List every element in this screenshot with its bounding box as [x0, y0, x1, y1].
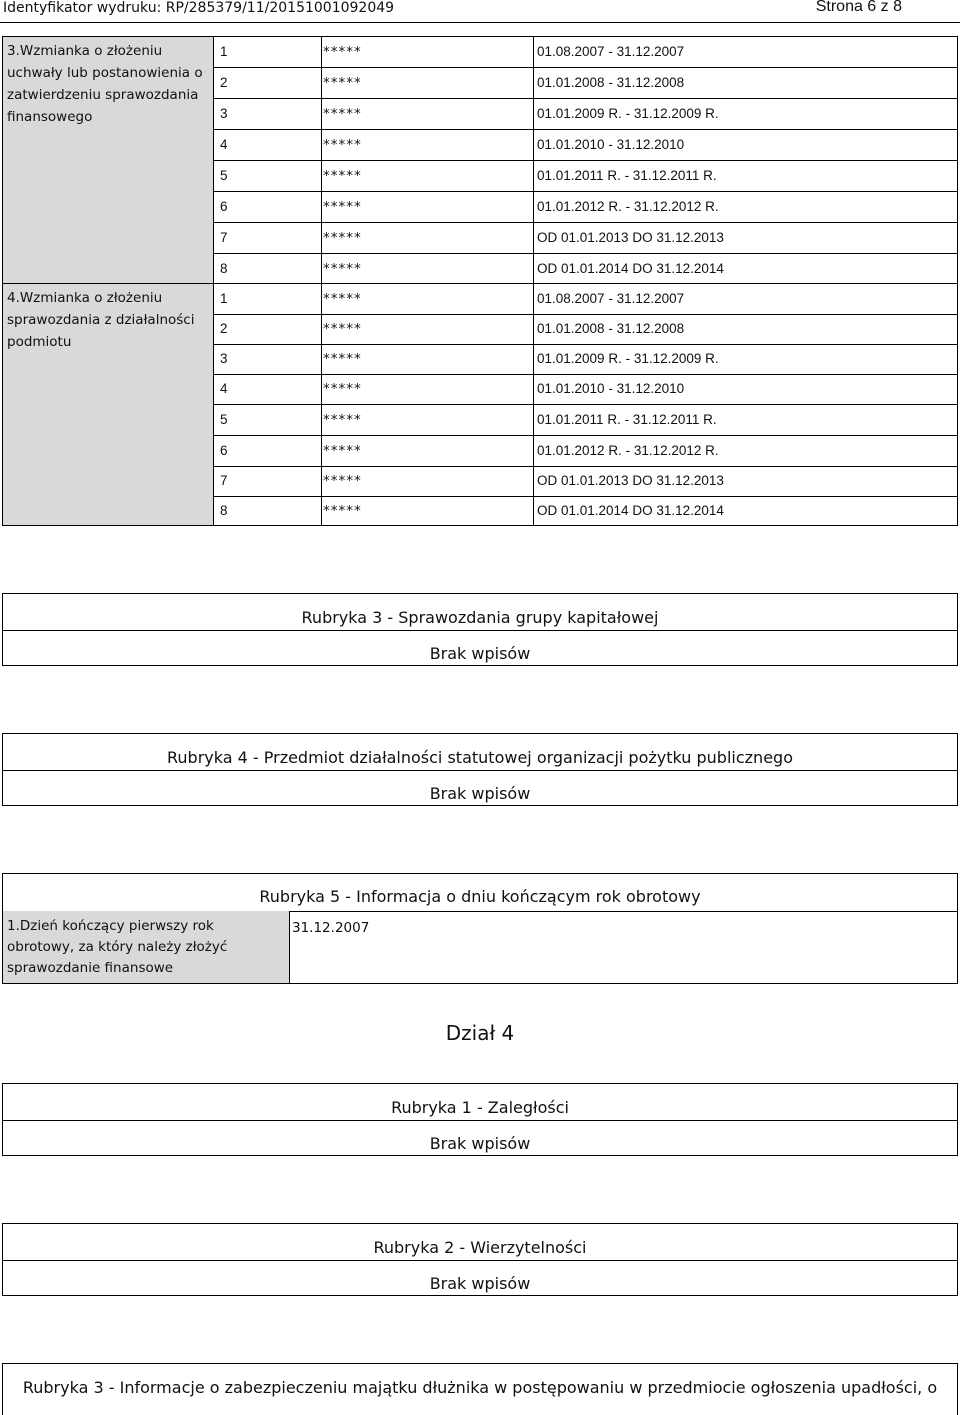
section-title: Rubryka 4 - Przedmiot działalności statutowej organizacji pożytku publicznego: [167, 748, 793, 767]
section-divider: [3, 770, 957, 771]
row-number: 2: [220, 321, 228, 336]
empty-state: Brak wpisów: [429, 1134, 531, 1153]
row-number: 7: [220, 230, 228, 245]
section-divider: [3, 1260, 957, 1261]
row-number: 3: [220, 106, 228, 121]
row-number: 1: [220, 291, 228, 306]
row-number: 4: [220, 137, 228, 152]
table-row: [214, 284, 957, 315]
row-masked-value: *****: [323, 230, 362, 246]
entry-table-uchwaly: [2, 36, 958, 284]
row-period: 01.01.2009 R. - 31.12.2009 R.: [537, 351, 719, 366]
table-row: [214, 496, 957, 527]
row-number: 5: [220, 168, 228, 183]
table-row: [214, 192, 957, 223]
row-number: 3: [220, 351, 228, 366]
row-masked-value: *****: [323, 291, 362, 307]
table-row: [214, 405, 957, 436]
section-title: Rubryka 1 - Zaległości: [391, 1098, 569, 1117]
row-masked-value: *****: [323, 412, 362, 428]
field-value: 31.12.2007: [292, 920, 370, 936]
section-title: Rubryka 3 - Informacje o zabezpieczeniu majątku dłużnika w postępowaniu w przedmiocie ogłoszenia upadłości, o: [22, 1378, 938, 1397]
empty-state: Brak wpisów: [429, 644, 531, 663]
row-masked-value: *****: [323, 261, 362, 277]
table-row: [214, 374, 957, 405]
row-number: 8: [220, 503, 228, 518]
table-row: [214, 254, 957, 285]
entry-table-dzialalnosci: [2, 283, 958, 526]
section-title: Rubryka 5 - Informacja o dniu kończącym rok obrotowy: [259, 887, 701, 906]
section-rubryka-3: [2, 593, 958, 666]
row-period: 01.01.2010 - 31.12.2010: [537, 381, 685, 396]
row-masked-value: *****: [323, 106, 362, 122]
row-number: 2: [220, 75, 228, 90]
row-number: 1: [220, 44, 228, 59]
row-period: 01.01.2009 R. - 31.12.2009 R.: [537, 106, 719, 121]
row-period: OD 01.01.2013 DO 31.12.2013: [537, 230, 724, 245]
row-masked-value: *****: [323, 381, 362, 397]
empty-state: Brak wpisów: [429, 1274, 531, 1293]
row-number: 4: [220, 381, 228, 396]
table-row: [214, 436, 957, 467]
row-masked-value: *****: [323, 443, 362, 459]
print-identifier: Identyfikator wydruku: RP/285379/11/20151001092049: [3, 0, 395, 16]
row-masked-value: *****: [323, 199, 362, 215]
row-masked-value: *****: [323, 137, 362, 153]
header-divider: [0, 22, 960, 23]
row-period: OD 01.01.2014 DO 31.12.2014: [537, 261, 724, 276]
table-row: [214, 344, 957, 375]
table-row: [214, 68, 957, 99]
row-period: OD 01.01.2013 DO 31.12.2013: [537, 473, 724, 488]
empty-state: Brak wpisów: [429, 784, 531, 803]
section-title: Rubryka 3 - Sprawozdania grupy kapitałowej: [301, 608, 659, 627]
row-masked-value: *****: [323, 321, 362, 337]
table-row: [214, 161, 957, 192]
table-row: [214, 314, 957, 345]
row-period: 01.08.2007 - 31.12.2007: [537, 44, 685, 59]
row-masked-value: *****: [323, 473, 362, 489]
entry-label: 4.Wzmianka o złożeniu sprawozdania z działalności podmiotu: [3, 284, 214, 525]
row-period: 01.01.2012 R. - 31.12.2012 R.: [537, 199, 719, 214]
row-number: 6: [220, 199, 228, 214]
row-period: 01.01.2011 R. - 31.12.2011 R.: [537, 168, 717, 183]
table-row: [214, 130, 957, 161]
row-period: 01.08.2007 - 31.12.2007: [537, 291, 685, 306]
section-zaleglosci: [2, 1083, 958, 1156]
table-row: [214, 466, 957, 497]
table-row: [214, 223, 957, 254]
section-rubryka-5: [2, 873, 958, 984]
section-rubryka-4: [2, 733, 958, 806]
entry-label: 3.Wzmianka o złożeniu uchwały lub postanowienia o zatwierdzeniu sprawozdania finansowego: [3, 37, 214, 283]
row-period: 01.01.2008 - 31.12.2008: [537, 321, 685, 336]
table-row: [214, 99, 957, 130]
row-period: 01.01.2010 - 31.12.2010: [537, 137, 685, 152]
section-title: Rubryka 2 - Wierzytelności: [373, 1238, 587, 1257]
row-period: OD 01.01.2014 DO 31.12.2014: [537, 503, 724, 518]
section-divider: [3, 1120, 957, 1121]
row-masked-value: *****: [323, 168, 362, 184]
section-divider: [3, 630, 957, 631]
row-number: 6: [220, 443, 228, 458]
row-period: 01.01.2012 R. - 31.12.2012 R.: [537, 443, 719, 458]
section-wierzytelnosci: [2, 1223, 958, 1296]
page-number: Strona 6 z 8: [815, 0, 902, 15]
row-number: 5: [220, 412, 228, 427]
field-label: 1.Dzień kończący pierwszy rok obrotowy, za który należy złożyć sprawozdanie finansowe: [3, 911, 290, 983]
division-title: Dział 4: [445, 1021, 515, 1045]
table-row: [214, 37, 957, 68]
section-zabezpieczenie: [2, 1363, 958, 1415]
row-masked-value: *****: [323, 75, 362, 91]
row-number: 7: [220, 473, 228, 488]
row-masked-value: *****: [323, 44, 362, 60]
row-number: 8: [220, 261, 228, 276]
row-period: 01.01.2008 - 31.12.2008: [537, 75, 685, 90]
row-masked-value: *****: [323, 503, 362, 519]
row-masked-value: *****: [323, 351, 362, 367]
row-period: 01.01.2011 R. - 31.12.2011 R.: [537, 412, 717, 427]
